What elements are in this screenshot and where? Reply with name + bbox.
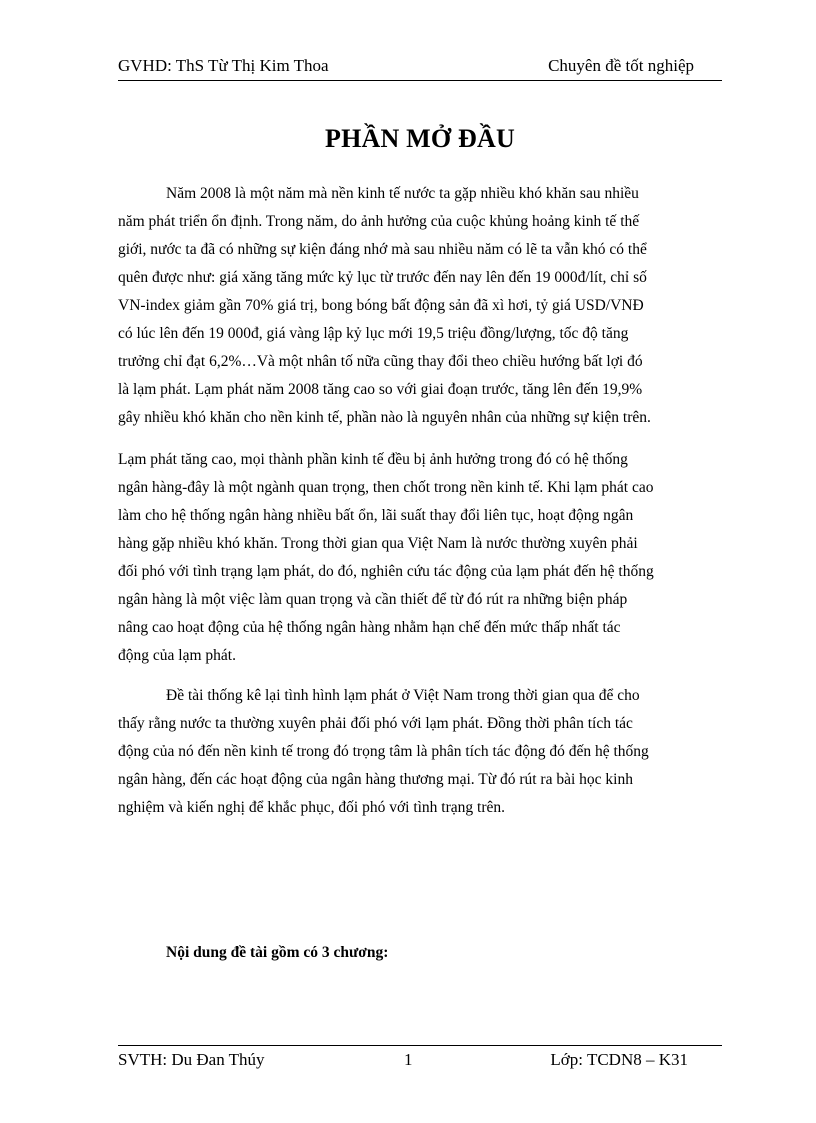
line: Lạm phát tăng cao, mọi thành phần kinh tế đều bị ảnh hưởng trong đó có hệ thống	[118, 451, 628, 468]
content-heading: Nội dung đề tài gồm có 3 chương:	[166, 944, 389, 961]
line: năm phát triển ổn định. Trong năm, do ảnh hưởng của cuộc khủng hoảng kinh tế thế	[118, 213, 640, 230]
line: quên được như: giá xăng tăng mức kỷ lục từ trước đến nay lên đến 19 000đ/lít, chỉ số	[118, 269, 647, 286]
line: nghiệm và kiến nghị để khắc phục, đối phó với tình trạng trên.	[118, 799, 506, 816]
footer-class: Lớp: TCDN8 – K31	[550, 1050, 688, 1069]
line: động của lạm phát.	[118, 647, 236, 664]
line: là lạm phát. Lạm phát năm 2008 tăng cao so với giai đoạn trước, tăng lên đến 19,9%	[118, 381, 643, 398]
line: thấy rằng nước ta thường xuyên phải đối phó với lạm phát. Đồng thời phân tích tác	[118, 715, 633, 732]
paragraph-intro	[118, 180, 718, 432]
line: gây nhiều khó khăn cho nền kinh tế, phần nào là nguyên nhân của những sự kiện trên.	[118, 409, 651, 426]
line: hàng gặp nhiều khó khăn. Trong thời gian qua Việt Nam là nước thường xuyên phải	[118, 535, 638, 552]
document-body	[118, 180, 718, 822]
line: đối phó với tình trạng lạm phát, do đó, nghiên cứu tác động của lạm phát đến hệ thống	[118, 563, 654, 580]
line: nâng cao hoạt động của hệ thống ngân hàng nhằm hạn chế đến mức thấp nhất tác	[118, 619, 621, 636]
page-header	[118, 54, 722, 81]
paragraph-banking	[118, 446, 718, 670]
page-footer	[118, 1045, 722, 1076]
line: ngân hàng là một việc làm quan trọng và cần thiết để từ đó rút ra những biện pháp	[118, 591, 628, 608]
line: giới, nước ta đã có những sự kiện đáng nhớ mà sau nhiều năm có lẽ ta vẫn khó có thể	[118, 241, 647, 258]
line: Năm 2008 là một năm mà nền kinh tế nước ta gặp nhiều khó khăn sau nhiều	[166, 185, 639, 202]
line: ngân hàng-đây là một ngành quan trọng, then chốt trong nền kinh tế. Khi lạm phát cao	[118, 479, 654, 496]
line: động của nó đến nền kinh tế trong đó trọng tâm là phân tích tác động đó đến hệ thống	[118, 743, 649, 760]
paragraph-scope	[118, 682, 718, 822]
line: có lúc lên đến 19 000đ, giá vàng lập kỷ lục mới 19,5 triệu đồng/lượng, tốc độ tăng	[118, 325, 629, 342]
line: trưởng chỉ đạt 6,2%…Và một nhân tố nữa cũng thay đổi theo chiều hướng bất lợi đó	[118, 353, 643, 370]
page-title: PHẦN MỞ ĐẦU	[325, 124, 515, 153]
header-advisor: GVHD: ThS Từ Thị Kim Thoa	[118, 56, 329, 75]
paragraph-gap	[118, 670, 718, 682]
header-document-type: Chuyên đề tốt nghiệp	[548, 56, 694, 75]
line: ngân hàng, đến các hoạt động của ngân hàng thương mại. Từ đó rút ra bài học kinh	[118, 771, 633, 788]
paragraph-gap	[118, 432, 718, 446]
line: làm cho hệ thống ngân hàng nhiều bất ổn, lãi suất thay đổi liên tục, hoạt động ngân	[118, 507, 634, 524]
footer-student: SVTH: Du Đan Thúy	[118, 1050, 265, 1069]
line: Đề tài thống kê lại tình hình lạm phát ở Việt Nam trong thời gian qua để cho	[166, 687, 640, 704]
line: VN-index giảm gần 70% giá trị, bong bóng bất động sản đã xì hơi, tỷ giá USD/VNĐ	[118, 297, 644, 314]
page-number: 1	[404, 1050, 413, 1069]
